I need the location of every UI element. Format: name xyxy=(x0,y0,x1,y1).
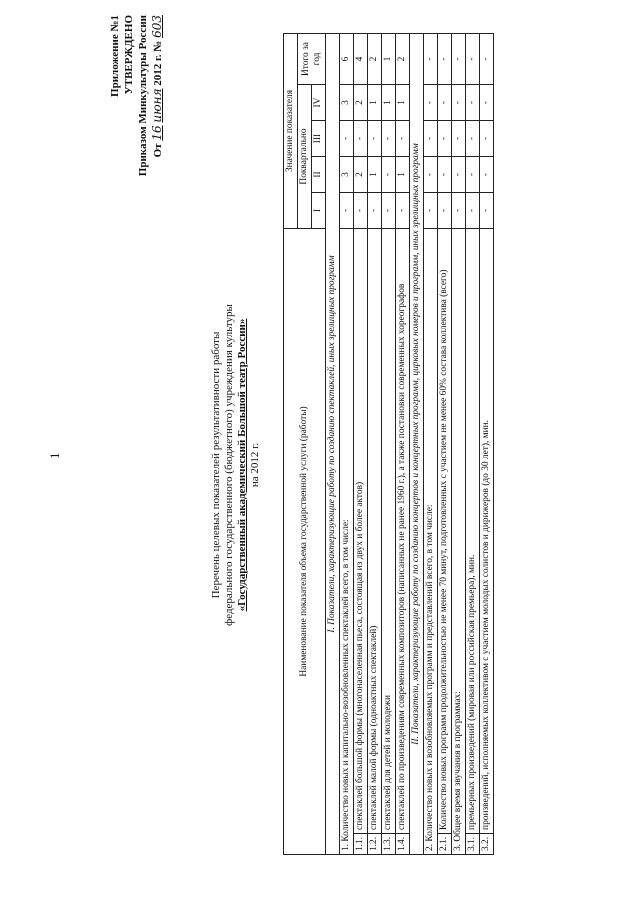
quarter-value: - xyxy=(438,121,452,157)
table-row xyxy=(368,34,382,855)
title-line-1: Перечень целевых показателей результативности работы xyxy=(210,331,222,599)
quarter-value: - xyxy=(466,85,480,121)
quarter-value: - xyxy=(466,157,480,193)
row-number: 2.1. xyxy=(438,833,452,854)
quarter-value: 3 xyxy=(340,85,354,121)
table-row xyxy=(424,34,438,855)
table-row xyxy=(480,34,494,855)
quarter-value: 2 xyxy=(354,85,368,121)
quarter-value: 1 xyxy=(368,85,382,121)
page-number: 1 xyxy=(47,452,62,459)
row-text: спектаклей малой формы (одноактных спектаклей) xyxy=(368,229,382,834)
quarter-value: - xyxy=(452,85,466,121)
quarter-value: - xyxy=(354,193,368,229)
header-quarter: III xyxy=(312,121,326,157)
section-2-body xyxy=(410,34,494,855)
table-row xyxy=(466,34,480,855)
total-value: 2 xyxy=(368,34,382,85)
row-number: 3.1. xyxy=(466,833,480,854)
row-number: 1.1. xyxy=(354,833,368,854)
row-number: 1. xyxy=(341,843,351,851)
section-1-title: I. Показатели, характеризующие работу по созданию спектаклей, иных зрелищных программ xyxy=(326,34,340,855)
quarter-value: - xyxy=(396,193,410,229)
row-text: Количество новых и возобновляемых программ и представлений всего, в том числе: xyxy=(425,504,435,842)
row-text: Количество новых и капитально-возобновленных спектаклей всего, в том числе: xyxy=(341,519,351,842)
quarter-value: - xyxy=(382,121,396,157)
header-quarter: IV xyxy=(312,85,326,121)
section-2-title: II. Показатели, характеризующие работу по созданию концертов и концертных программ, цирковых номеров и программ, иных зрелищных программ xyxy=(410,34,424,855)
order-label: Приказом Минкультуры России xyxy=(137,15,149,177)
quarter-value: - xyxy=(424,157,438,193)
quarter-value: 1 xyxy=(396,85,410,121)
row-number: 3. xyxy=(453,843,463,851)
from-prefix: От xyxy=(152,143,164,158)
row-number: 1.3. xyxy=(382,833,396,854)
quarter-value: - xyxy=(438,85,452,121)
quarter-value: 1 xyxy=(396,157,410,193)
row-number: 3.2. xyxy=(480,833,494,854)
total-value: - xyxy=(424,34,438,85)
title-line-4: на 2012 г. xyxy=(249,442,261,488)
handwritten-day: 16 xyxy=(150,125,164,141)
section-1-body xyxy=(326,34,410,855)
quarter-value: - xyxy=(438,157,452,193)
row-label xyxy=(340,229,354,855)
section-row xyxy=(326,34,340,855)
table-row xyxy=(452,34,466,855)
header-quarter: II xyxy=(312,157,326,193)
total-value: - xyxy=(452,34,466,85)
total-value: 2 xyxy=(396,34,410,85)
header-name: Наименование показателя объема государственной услуги (работы) xyxy=(284,229,326,855)
header-value: Значение показателя xyxy=(284,34,298,229)
quarter-value: - xyxy=(466,121,480,157)
quarter-value: 1 xyxy=(368,157,382,193)
header-quarter: I xyxy=(312,193,326,229)
total-value: 6 xyxy=(340,34,354,85)
table-row xyxy=(396,34,410,855)
header-row-1 xyxy=(284,34,298,855)
handwritten-month: июня xyxy=(150,88,164,123)
quarter-value: - xyxy=(480,193,494,229)
quarter-value: - xyxy=(368,121,382,157)
header-total: Итого за год xyxy=(298,34,326,85)
row-label xyxy=(452,229,466,855)
row-text: премьерных произведений (мировая или российская премьера), мин. xyxy=(466,229,480,834)
total-value: - xyxy=(438,34,452,85)
quarter-value: - xyxy=(438,193,452,229)
row-number: 1.4. xyxy=(396,833,410,854)
quarter-value: - xyxy=(452,193,466,229)
quarter-value: - xyxy=(396,121,410,157)
total-value: 1 xyxy=(382,34,396,85)
table-row xyxy=(340,34,354,855)
quarter-value: - xyxy=(480,121,494,157)
quarter-value: 2 xyxy=(354,157,368,193)
row-text: спектаклей большой формы (многонаселенная пьеса, состоящая из двух и более актов) xyxy=(354,229,368,834)
row-number: 2. xyxy=(425,843,435,851)
total-value: - xyxy=(466,34,480,85)
quarter-value: - xyxy=(424,121,438,157)
row-text: спектаклей для детей и молодежи xyxy=(382,229,396,834)
row-number: 1.2. xyxy=(368,833,382,854)
section-row xyxy=(410,34,424,855)
approved-label: УТВЕРЖДЕНО xyxy=(123,15,135,95)
quarter-value: - xyxy=(466,193,480,229)
row-text: Количество новых программ продолжительностью не менее 70 минут, подготовленных с участием не менее 60% состава коллектива (всего) xyxy=(438,229,452,834)
year-suffix: 2012 г. № xyxy=(152,40,164,86)
quarter-value: - xyxy=(424,85,438,121)
table-row xyxy=(382,34,396,855)
table-row xyxy=(438,34,452,855)
total-value: 4 xyxy=(354,34,368,85)
quarter-value: - xyxy=(452,121,466,157)
handwritten-order-number: 603 xyxy=(150,15,164,38)
quarter-value: - xyxy=(368,193,382,229)
annex-label: Приложение №1 xyxy=(109,15,121,97)
quarter-value: - xyxy=(480,157,494,193)
quarter-value: - xyxy=(382,193,396,229)
document-title xyxy=(210,215,262,715)
quarter-value: - xyxy=(480,85,494,121)
quarter-value: - xyxy=(340,121,354,157)
header-quarterly: Поквартально xyxy=(298,85,312,229)
quarter-value: - xyxy=(424,193,438,229)
row-text: произведений, исполняемых коллективом с участием молодых солистов и дирижеров (до 30 лет), мин. xyxy=(480,229,494,834)
approval-block xyxy=(108,15,165,235)
quarter-value: 1 xyxy=(382,85,396,121)
row-label xyxy=(424,229,438,855)
quarter-value: - xyxy=(354,121,368,157)
quarter-value: 3 xyxy=(340,157,354,193)
table-row xyxy=(354,34,368,855)
quarter-value: - xyxy=(340,193,354,229)
row-text: Общее время звучания в программах: xyxy=(453,691,463,842)
order-date-line xyxy=(150,15,165,235)
indicators-table xyxy=(283,33,494,855)
quarter-value: - xyxy=(452,157,466,193)
total-value: - xyxy=(480,34,494,85)
quarter-value: - xyxy=(382,157,396,193)
title-line-2: федерального государственного (бюджетного) учреждения культуры xyxy=(223,304,235,626)
row-text: спектаклей по произведениям современных композиторов (написанных не ранее 1960 г.), а также постановки современных хореографов xyxy=(396,229,410,834)
title-line-3: «Государственный академический Большой театр России» xyxy=(236,318,248,612)
